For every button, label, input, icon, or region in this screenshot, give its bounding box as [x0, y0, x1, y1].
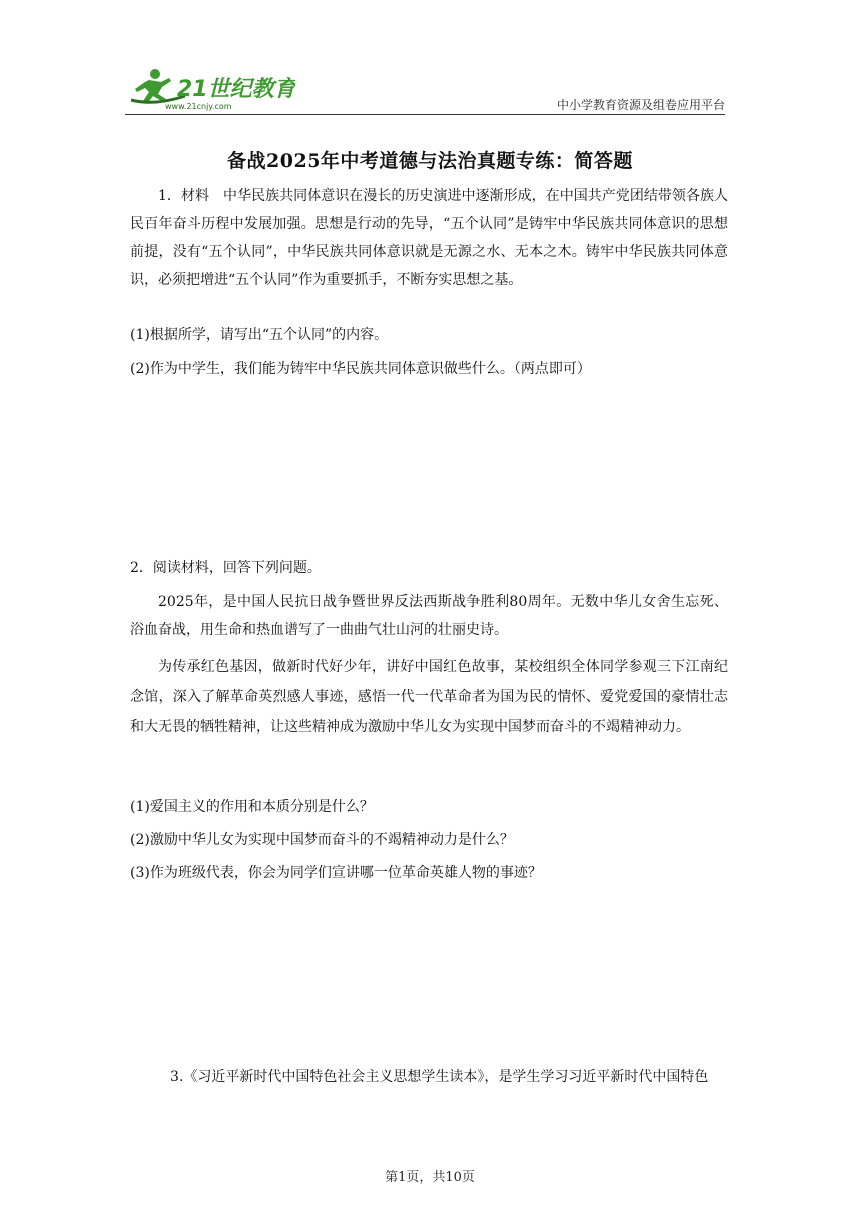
q2-paragraph-1: 2025年，是中国人民抗日战争暨世界反法西斯战争胜利80周年。无数中华儿女舍生忘死、浴血奋战，用生命和热血谱写了一曲曲气壮山河的壮丽史诗。: [130, 594, 728, 638]
q2-sub2: (2)激励中华儿女为实现中国梦而奋斗的不竭精神动力是什么？: [130, 832, 514, 848]
q2-intro: 2．阅读材料，回答下列问题。: [130, 560, 321, 576]
page-header: [125, 62, 725, 114]
q1-sub1: (1)根据所学，请写出“五个认同”的内容。: [130, 327, 389, 343]
q1-material: 1．材料 中华民族共同体意识在漫长的历史演进中逐渐形成，在中国共产党团结带领各族人民百年奋斗历程中发展加强。思想是行动的先导，“五个认同”是铸牢中华民族共同体意识的思想前提，没有“五个认同”，中华民族共同体意识就是无源之水、无本之木。铸牢中华民族共同体意识，必须把增进“五个认同”作为重要抓手，不断夯实思想之基。: [130, 188, 728, 288]
logo-text: 21世纪教育: [177, 77, 295, 102]
logo-url-text: www.21cnjy.com: [165, 102, 232, 111]
page-title: 备战2025年中考道德与法治真题专练：简答题: [227, 150, 633, 172]
platform-name: 中小学教育资源及组卷应用平台: [556, 98, 725, 112]
q3-start: 3.《习近平新时代中国特色社会主义思想学生读本》，是学生学习习近平新时代中国特色: [170, 1069, 709, 1085]
page-number: 第1页，共10页: [385, 1170, 475, 1185]
q2-sub3: (3)作为班级代表，你会为同学们宣讲哪一位革命英雄人物的事迹？: [130, 865, 542, 881]
runner-logo-icon: [125, 66, 295, 112]
q2-paragraph-2: 为传承红色基因，做新时代好少年，讲好中国红色故事，某校组织全体同学参观三下江南纪念馆，深入了解革命英烈感人事迹，感悟一代一代革命者为国为民的情怀、爱党爱国的豪情壮志和大无畏的牺牲精神，让这些精神成为激励中华儿女为实现中国梦而奋斗的不竭精神动力。: [130, 659, 728, 735]
site-logo[interactable]: [125, 66, 295, 112]
q2-sub1: (1)爱国主义的作用和本质分别是什么？: [130, 799, 374, 815]
header-divider: [125, 114, 725, 115]
q1-sub2: (2)作为中学生，我们能为铸牢中华民族共同体意识做些什么。（两点即可）: [130, 361, 591, 377]
